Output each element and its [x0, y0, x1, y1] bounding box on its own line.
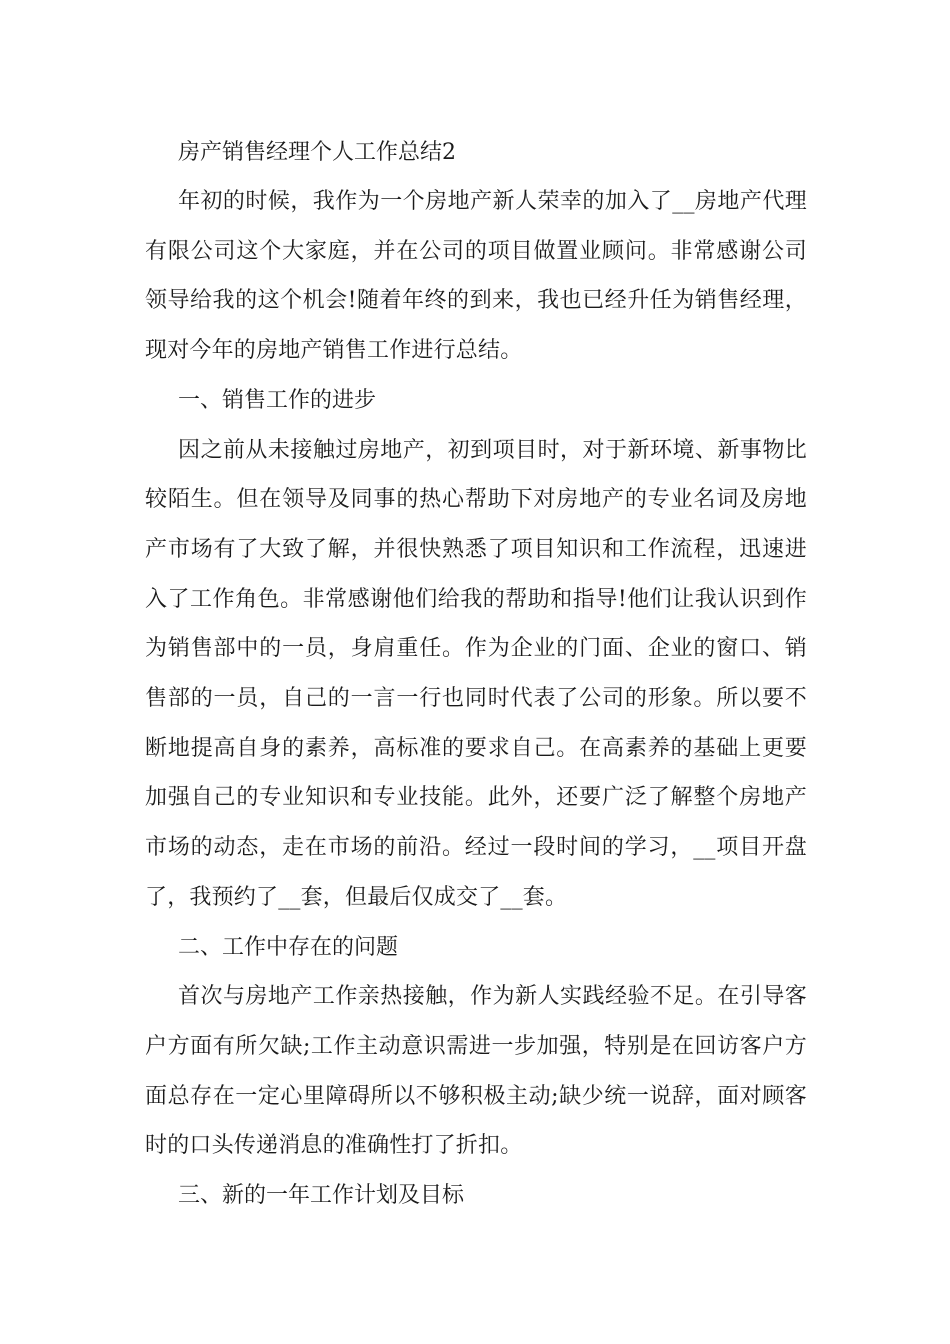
section-heading-problems: 二、工作中存在的问题: [178, 934, 399, 960]
section-heading-progress: 一、销售工作的进步: [178, 387, 377, 413]
intro-paragraph: 年初的时候，我作为一个房地产新人荣幸的加入了__房地产代理有限公司这个大家庭，并在公司的项目做置业顾问。非常感谢公司领导给我的这个机会!随着年终的到来，我也已经升任为销售经理，现对今年的房地产销售工作进行总结。: [145, 189, 807, 364]
document-body: [145, 128, 807, 1221]
document-title: 房产销售经理个人工作总结2: [178, 140, 456, 165]
section-heading-plan: 三、新的一年工作计划及目标: [178, 1183, 465, 1209]
progress-paragraph: 因之前从未接触过房地产，初到项目时，对于新环境、新事物比较陌生。但在领导及同事的热心帮助下对房地产的专业名词及房地产市场有了大致了解，并很快熟悉了项目知识和工作流程，迅速进入了工作角色。非常感谢他们给我的帮助和指导!他们让我认识到作为销售部中的一员，身肩重任。作为企业的门面、企业的窗口、销售部的一员，自己的一言一行也同时代表了公司的形象。所以要不断地提高自身的素养，高标准的要求自己。在高素养的基础上更要加强自己的专业知识和专业技能。此外，还要广泛了解整个房地产市场的动态，走在市场的前沿。经过一段时间的学习，__项目开盘了，我预约了__套，但最后仅成交了__套。: [145, 437, 807, 910]
problems-paragraph: 首次与房地产工作亲热接触，作为新人实践经验不足。在引导客户方面有所欠缺;工作主动意识需进一步加强，特别是在回访客户方面总存在一定心里障碍所以不够积极主动;缺少统一说辞，面对顾客时的口头传递消息的准确性打了折扣。: [145, 984, 807, 1159]
